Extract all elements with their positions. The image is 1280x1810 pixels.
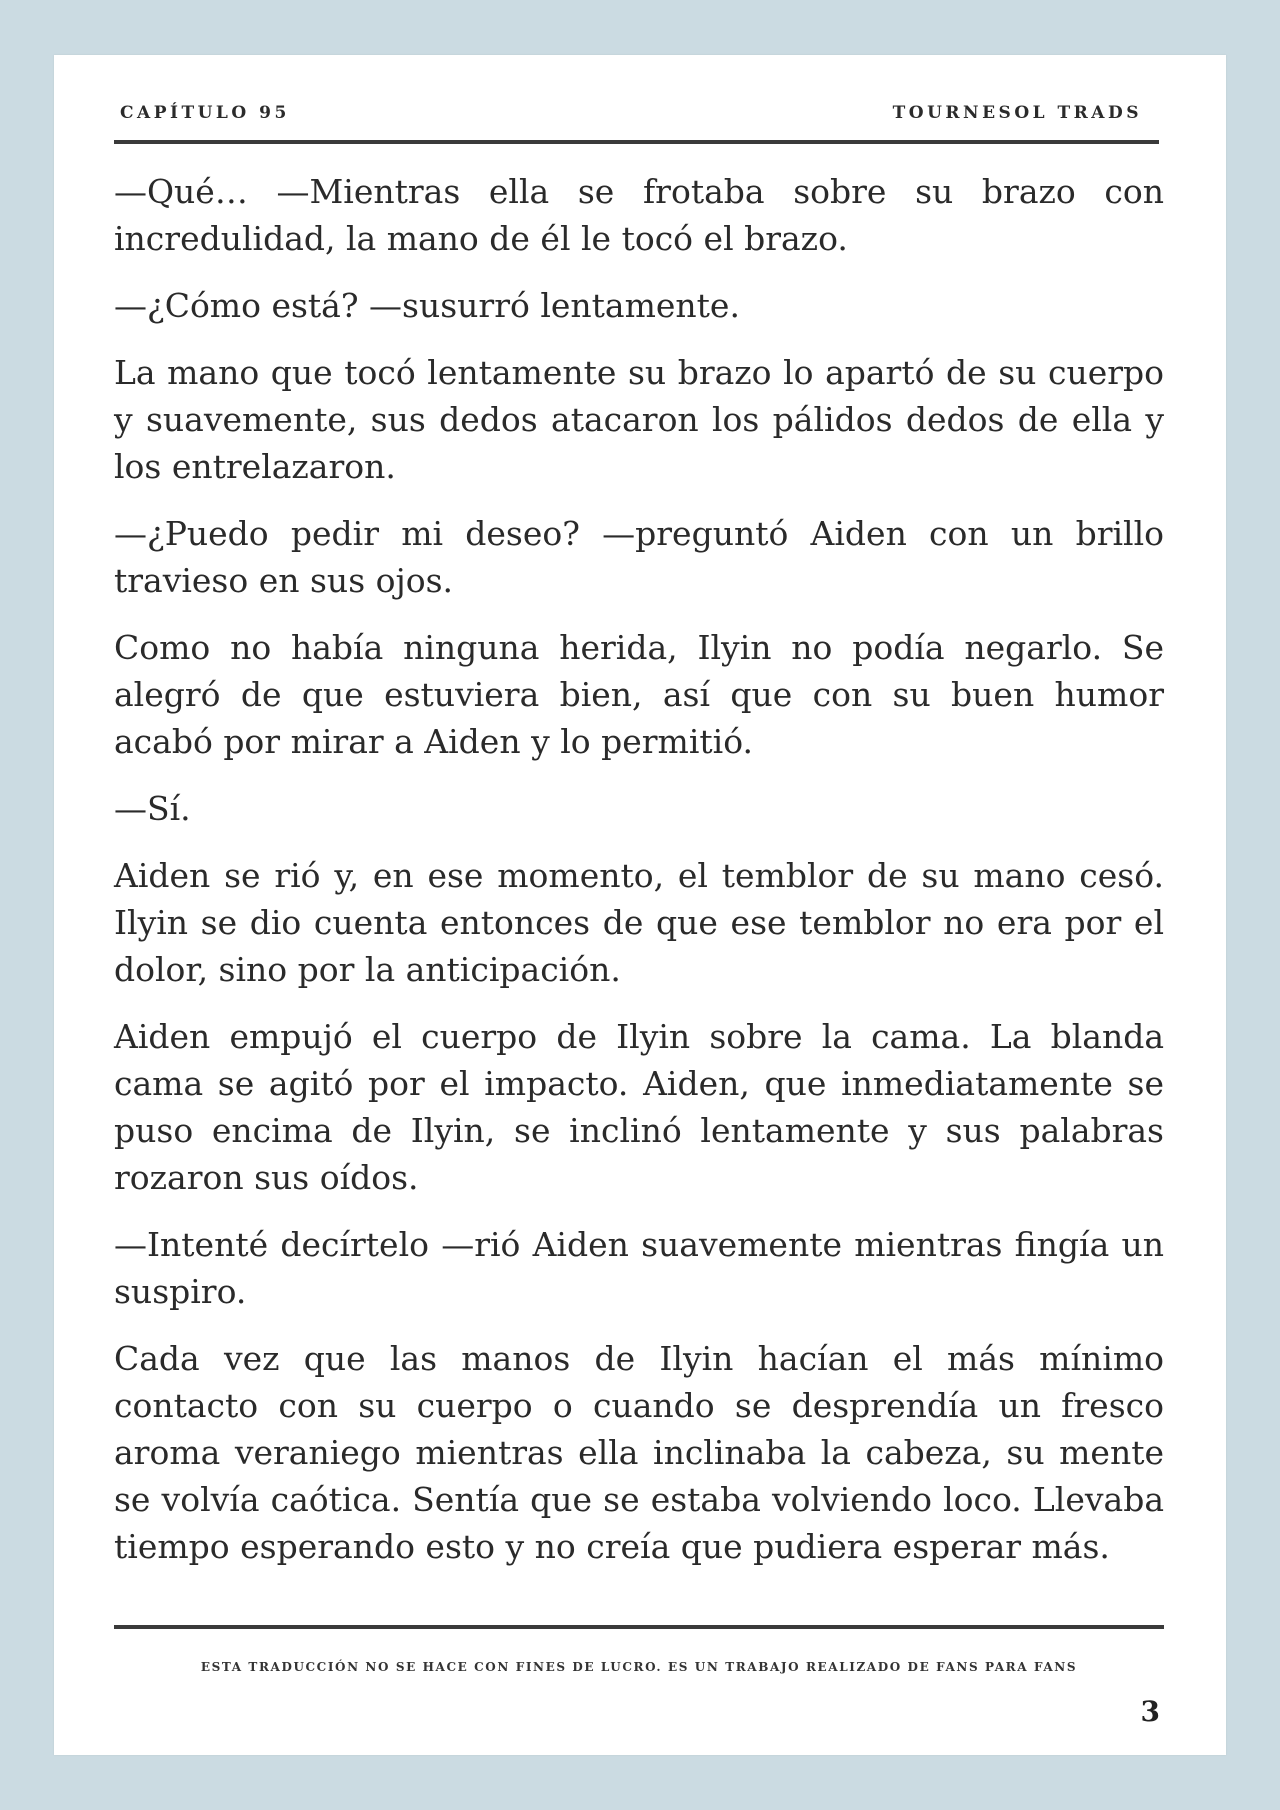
footer-disclaimer: ESTA TRADUCCIÓN NO SE HACE CON FINES DE LUCRO. ES UN TRABAJO REALIZADO DE FANS PARA FANS <box>200 1660 1078 1674</box>
paragraph: —¿Cómo está? —susurró lentamente. <box>114 286 740 325</box>
chapter-title: CAPÍTULO 95 <box>120 103 290 123</box>
paragraph: —¿Puedo pedir mi deseo? —preguntó Aiden con un brillo travieso en sus ojos. <box>114 514 1164 600</box>
footer-divider <box>114 1625 1164 1629</box>
page-header <box>118 103 1158 133</box>
header-divider <box>114 140 1159 144</box>
paragraph: Aiden empujó el cuerpo de Ilyin sobre la cama. La blanda cama se agitó por el impacto. Aiden, que inmediatamente se puso encima de Ilyin, se inclinó lentamente y sus palabras rozaron sus oídos. <box>114 1017 1164 1197</box>
document-page <box>54 55 1226 1755</box>
paragraph: —Sí. <box>114 789 191 828</box>
chapter-text <box>114 168 1164 1590</box>
paragraph: Aiden se rió y, en ese momento, el temblor de su mano cesó. Ilyin se dio cuenta entonces de que ese temblor no era por el dolor, sino por la anticipación. <box>114 856 1164 989</box>
paragraph: Cada vez que las manos de Ilyin hacían el más mínimo contacto con su cuerpo o cuando se desprendía un fresco aroma veraniego mientras ella inclinaba la cabeza, su mente se volvía caótica. Sentía que se estaba volviendo loco. Llevaba tiempo esperando esto y no creía que pudiera esperar más. <box>114 1339 1164 1566</box>
paragraph: —Qué… —Mientras ella se frotaba sobre su brazo con incredulidad, la mano de él le tocó el brazo. <box>114 172 1164 258</box>
paragraph: Como no había ninguna herida, Ilyin no podía negarlo. Se alegró de que estuviera bien, así que con su buen humor acabó por mirar a Aiden y lo permitió. <box>114 628 1164 761</box>
page-number: 3 <box>1140 1695 1160 1728</box>
paragraph: —Intenté decírtelo —rió Aiden suavemente mientras fingía un suspiro. <box>114 1225 1164 1311</box>
translator-group: TOURNESOL TRADS <box>892 103 1142 123</box>
paragraph: La mano que tocó lentamente su brazo lo apartó de su cuerpo y suavemente, sus dedos atacaron los pálidos dedos de ella y los entrelazaron. <box>114 353 1164 486</box>
